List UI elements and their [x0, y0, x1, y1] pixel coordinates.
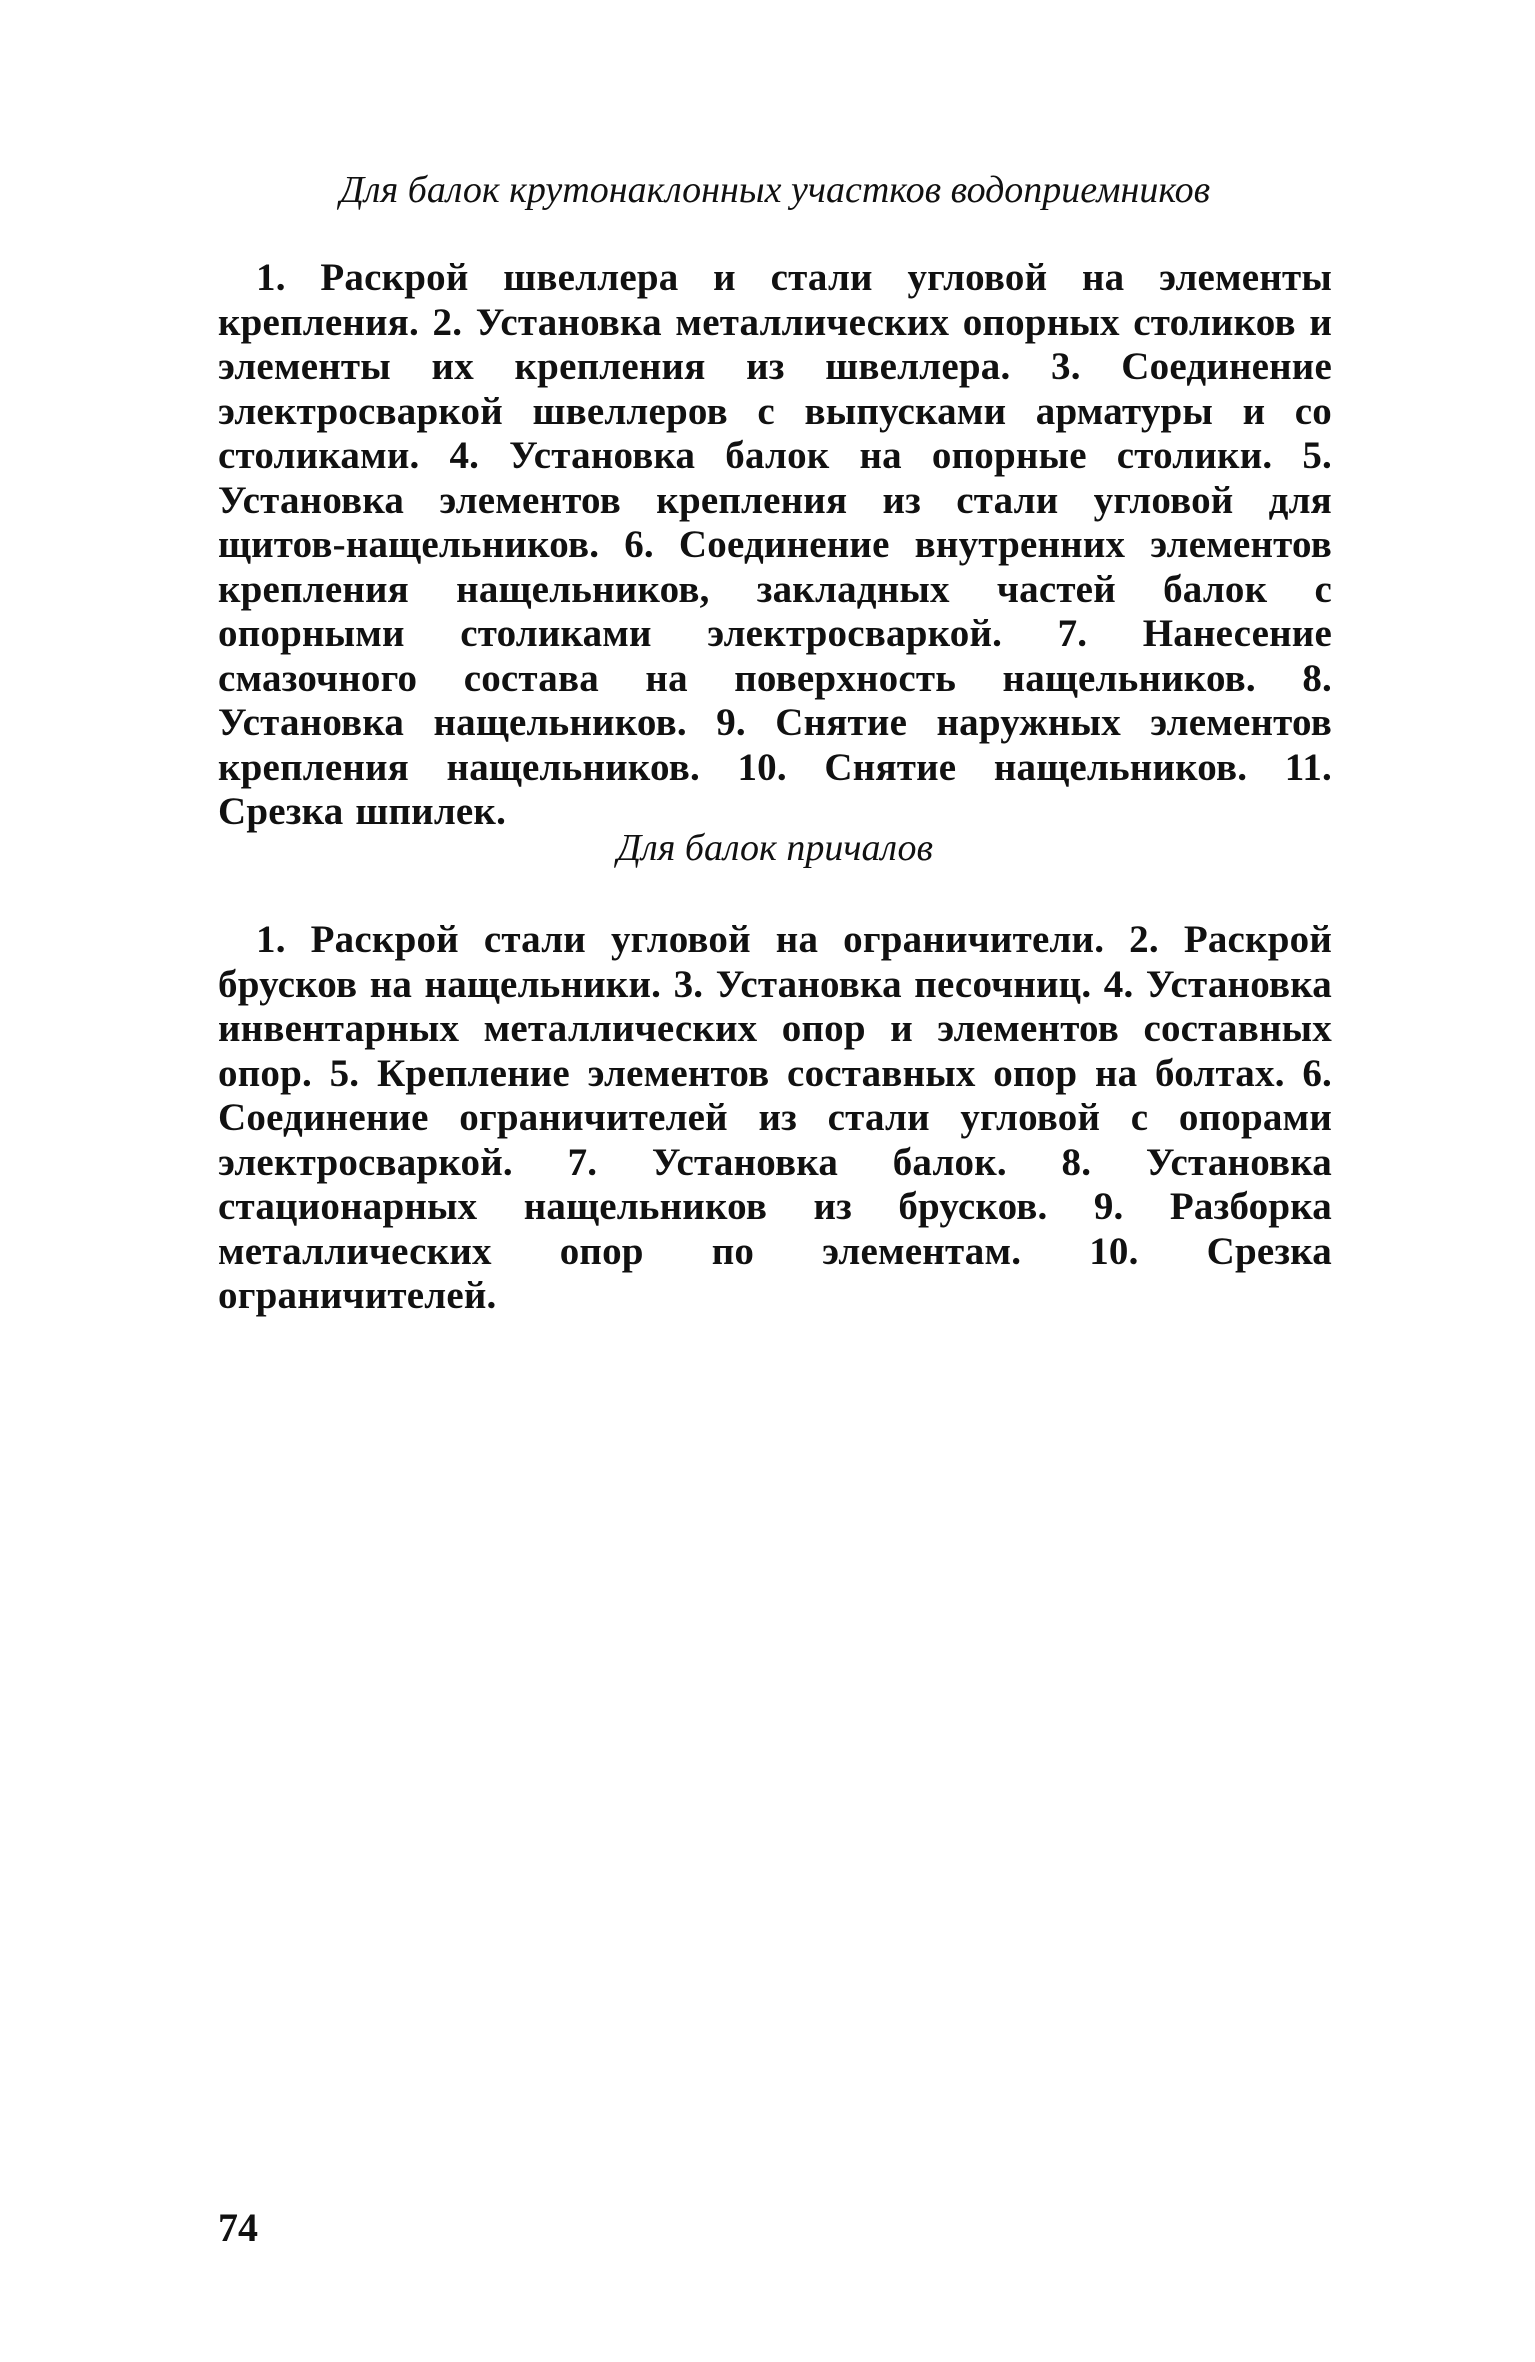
section-heading-steep-beams: Для балок крутонаклонных участков водоприемников [339, 169, 1211, 211]
section-heading-berth-beams: Для балок причалов [617, 827, 933, 869]
section-text-steep-beams: 1. Раскрой швеллера и стали угловой на элементы крепления. 2. Установка металлических опорных столиков и элементы их крепления из швеллера. 3. Соединение электросваркой швеллеров с выпусками арматуры и со столиками. 4. Установка балок на опорные столики. 5. Установка элементов крепления из стали угловой для щитов-нащельников. 6. Соединение внутренних элементов крепления нащельников, закладных частей балок с опорными столиками электросваркой. 7. Нанесение смазочного состава на поверхность нащельников. 8. Установка нащельников. 9. Снятие наружных элементов крепления нащельников. 10. Снятие нащельников. 11. Срезка шпилек. [218, 256, 1332, 833]
section-text-berth-beams: 1. Раскрой стали угловой на ограничители. 2. Раскрой брусков на нащельники. 3. Установка песочниц. 4. Установка инвентарных металлических опор и элементов составных опор. 5. Крепление элементов составных опор на болтах. 6. Соединение ограничителей из стали угловой с опорами электросваркой. 7. Установка балок. 8. Установка стационарных нащельников из брусков. 9. Разборка металлических опор по элементам. 10. Срезка ограничителей. [218, 918, 1332, 1317]
page-number: 74 [218, 2205, 258, 2250]
